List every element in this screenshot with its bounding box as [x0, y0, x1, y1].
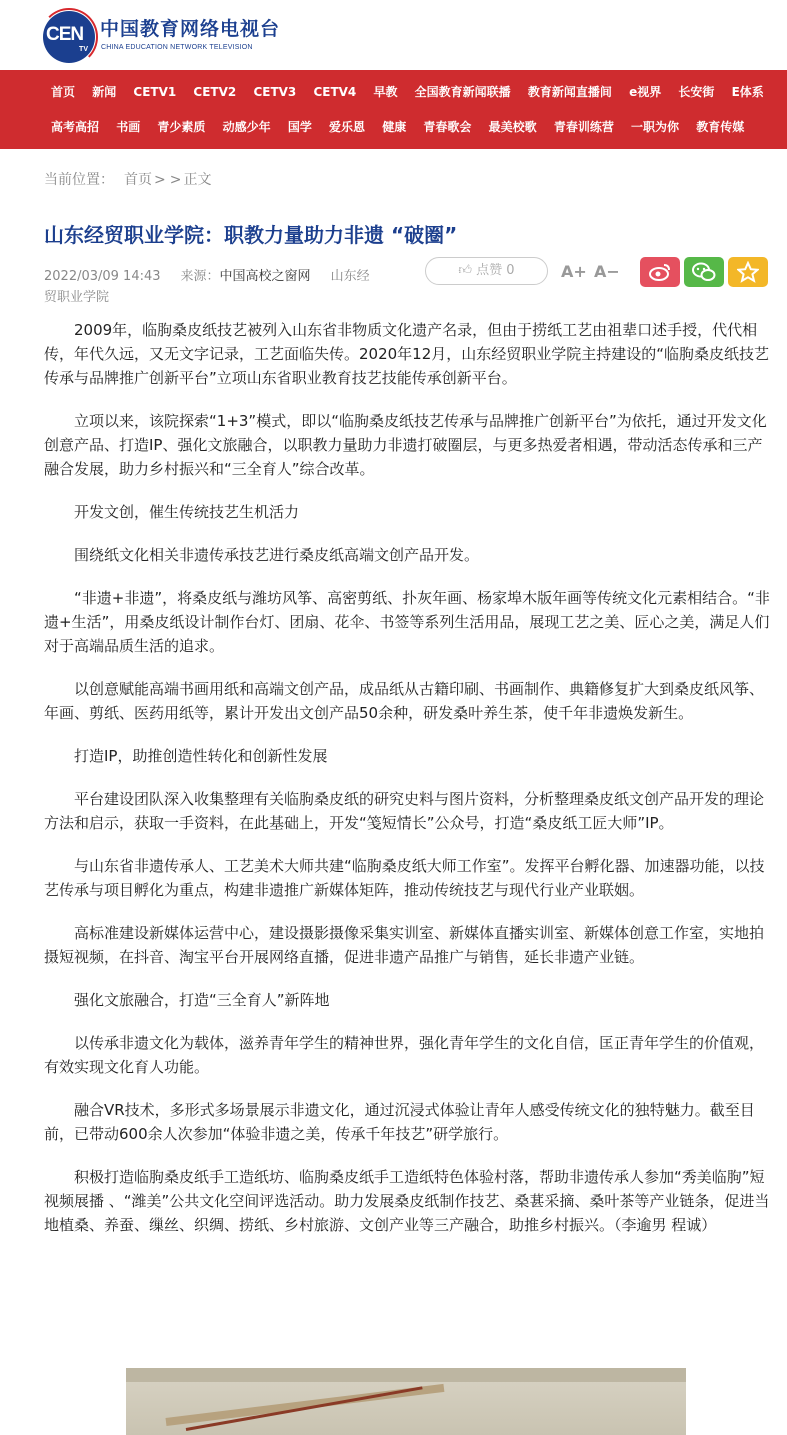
article-meta: [44, 265, 370, 284]
nav-item[interactable]: CETV3: [253, 85, 297, 99]
font-decrease-button[interactable]: A−: [594, 262, 620, 281]
nav-item[interactable]: 早教: [373, 85, 398, 99]
nav-item[interactable]: 青春训练营: [553, 120, 614, 134]
article-paragraph: 2009年，临朐桑皮纸技艺被列入山东省非物质文化遗产名录，但由于捞纸工艺由祖辈口述手授，代代相传，年代久远，又无文字记录，工艺面临失传。2020年12月，山东经贸职业学院主持建设的“临朐桑皮纸技艺传承与品牌推广创新平台”立项山东省职业教育技艺技能传承创新平台。: [44, 321, 770, 387]
breadcrumb-separator: >: [154, 172, 166, 188]
site-name-en: CHINA EDUCATION NETWORK TELEVISION: [101, 44, 253, 51]
article-paragraph: “非遗+非遗”，将桑皮纸与潍坊风筝、高密剪纸、扑灰年画、杨家埠木版年画等传统文化元素相结合。“非遗+生活”，用桑皮纸设计制作台灯、团扇、花伞、书签等系列生活用品，展现工艺之美、匠心之美，满足人们对于高端品质生活的追求。: [44, 589, 770, 655]
photo-detail: [126, 1368, 686, 1382]
article-subheading: 打造IP，助推创造性转化和创新性发展: [74, 747, 328, 765]
source-label: 来源：: [180, 269, 220, 284]
publish-date: 2022/03/09 14:43: [44, 269, 161, 284]
weibo-share-button[interactable]: [640, 257, 680, 287]
breadcrumb-separator: >: [169, 172, 182, 188]
nav-item[interactable]: CETV2: [193, 85, 237, 99]
nav-row-1: [51, 83, 777, 100]
favorite-button[interactable]: [728, 257, 768, 287]
article-photo: [126, 1368, 686, 1435]
font-increase-button[interactable]: A+: [561, 262, 587, 281]
logo-mark-text: CEN: [46, 24, 84, 45]
nav-item[interactable]: e视界: [629, 85, 662, 99]
nav-item[interactable]: 爱乐恩: [329, 120, 366, 134]
nav-row-2: [51, 118, 757, 135]
nav-item[interactable]: 教育传媒: [696, 120, 745, 134]
article-paragraph: 以传承非遗文化为载体，滋养青年学生的精神世界，强化青年学生的文化自信，匡正青年学生的价值观，有效实现文化育人功能。: [44, 1034, 765, 1076]
nav-item[interactable]: 高考高招: [51, 120, 100, 134]
article-title: 山东经贸职业学院：职教力量助力非遗 “破圈”: [44, 223, 458, 247]
article-body: [44, 318, 774, 1256]
nav-item[interactable]: 青春歌会: [423, 120, 472, 134]
breadcrumb-current: 正文: [183, 172, 212, 188]
photo-detail: [186, 1386, 423, 1431]
school-name-part1: 山东经: [330, 269, 370, 284]
like-count: 点赞 0: [476, 263, 515, 278]
nav-item[interactable]: 新闻: [92, 85, 117, 99]
article-paragraph: 平台建设团队深入收集整理有关临朐桑皮纸的研究史料与图片资料，分析整理桑皮纸文创产品开发的理论方法和启示，获取一手资料，在此基础上，开发“笺短情长”公众号，打造“桑皮纸工匠大师”IP。: [44, 790, 765, 832]
nav-item[interactable]: CETV1: [133, 85, 177, 99]
breadcrumb-label: 当前位置：: [44, 172, 114, 188]
logo-tv-text: TV: [79, 46, 88, 53]
nav-item[interactable]: 首页: [51, 85, 76, 99]
nav-item[interactable]: 最美校歌: [488, 120, 537, 134]
site-logo[interactable]: [43, 11, 95, 63]
like-button[interactable]: [425, 257, 548, 285]
main-nav: [0, 70, 787, 149]
nav-item[interactable]: 健康: [382, 120, 407, 134]
weibo-icon: [648, 262, 672, 282]
star-icon: [737, 261, 759, 283]
nav-item[interactable]: 青少素质: [157, 120, 206, 134]
breadcrumb-home[interactable]: 首页: [124, 172, 152, 188]
nav-item[interactable]: 全国教育新闻联播: [414, 85, 511, 99]
nav-item[interactable]: CETV4: [313, 85, 357, 99]
article-paragraph: 与山东省非遗传承人、工艺美术大师共建“临朐桑皮纸大师工作室”。发挥平台孵化器、加速器功能，以技艺传承与项目孵化为重点，构建非遗推广新媒体矩阵，推动传统技艺与现代行业产业联姻。: [44, 857, 765, 899]
nav-item[interactable]: 书画: [116, 120, 141, 134]
nav-item[interactable]: 一职为你: [631, 120, 680, 134]
nav-item[interactable]: 长安街: [678, 85, 715, 99]
school-name-part2: 贸职业学院: [44, 290, 110, 305]
article-paragraph: 立项以来，该院探索“1+3”模式，即以“临朐桑皮纸技艺传承与品牌推广创新平台”为依托，通过开发文化创意产品、打造IP、强化文旅融合，以职教力量助力非遗打破圈层，与更多热爱者相遇，带动活态传承和三产融合发展，助力乡村振兴和“三全育人”综合改革。: [44, 412, 767, 478]
article-subheading: 开发文创，催生传统技艺生机活力: [74, 503, 300, 521]
nav-item[interactable]: E体系: [731, 85, 764, 99]
article-paragraph: 高标准建设新媒体运营中心，建设摄影摄像采集实训室、新媒体直播实训室、新媒体创意工作室，实地拍摄短视频，在抖音、淘宝平台开展网络直播，促进非遗产品推广与销售，延长非遗产业链。: [44, 924, 765, 966]
article-paragraph: 以创意赋能高端书画用纸和高端文创产品，成品纸从古籍印刷、书画制作、典籍修复扩大到桑皮纸风筝、年画、剪纸、医药用纸等，累计开发出文创产品50余种，研发桑叶养生茶，使千年非遗焕发新生。: [44, 680, 765, 722]
nav-item[interactable]: 教育新闻直播间: [527, 85, 612, 99]
site-header: [0, 0, 787, 70]
wechat-icon: [692, 262, 716, 282]
nav-item[interactable]: 国学: [287, 120, 312, 134]
article-paragraph: 积极打造临朐桑皮纸手工造纸坊、临朐桑皮纸手工造纸特色体验村落，帮助非遗传承人参加“秀美临朐”短视频展播 、“潍美”公共文化空间评选活动。助力发展桑皮纸制作技艺、桑葚采摘、桑叶茶等产业链条，促进当地植桑、养蚕、缫丝、织绸、捞纸、乡村旅游、文创产业等三产融合，助推乡村振兴。（李逾男 程诚）: [44, 1168, 770, 1234]
breadcrumb: [44, 169, 221, 189]
site-name-cn[interactable]: 中国教育网络电视台: [100, 18, 281, 40]
article-subheading: 强化文旅融合，打造“三全育人”新阵地: [74, 991, 330, 1009]
thumbs-up-icon: 👍︎: [458, 263, 473, 278]
source-name[interactable]: 中国高校之窗网: [219, 269, 311, 284]
article-paragraph: 融合VR技术，多形式多场景展示非遗文化，通过沉浸式体验让青年人感受传统文化的独特魅力。截至目前，已带动600余人次参加“体验非遗之美，传承千年技艺”研学旅行。: [44, 1101, 755, 1143]
nav-item[interactable]: 动感少年: [222, 120, 271, 134]
article-paragraph: 围绕纸文化相关非遗传承技艺进行桑皮纸高端文创产品开发。: [74, 546, 480, 564]
wechat-share-button[interactable]: [684, 257, 724, 287]
